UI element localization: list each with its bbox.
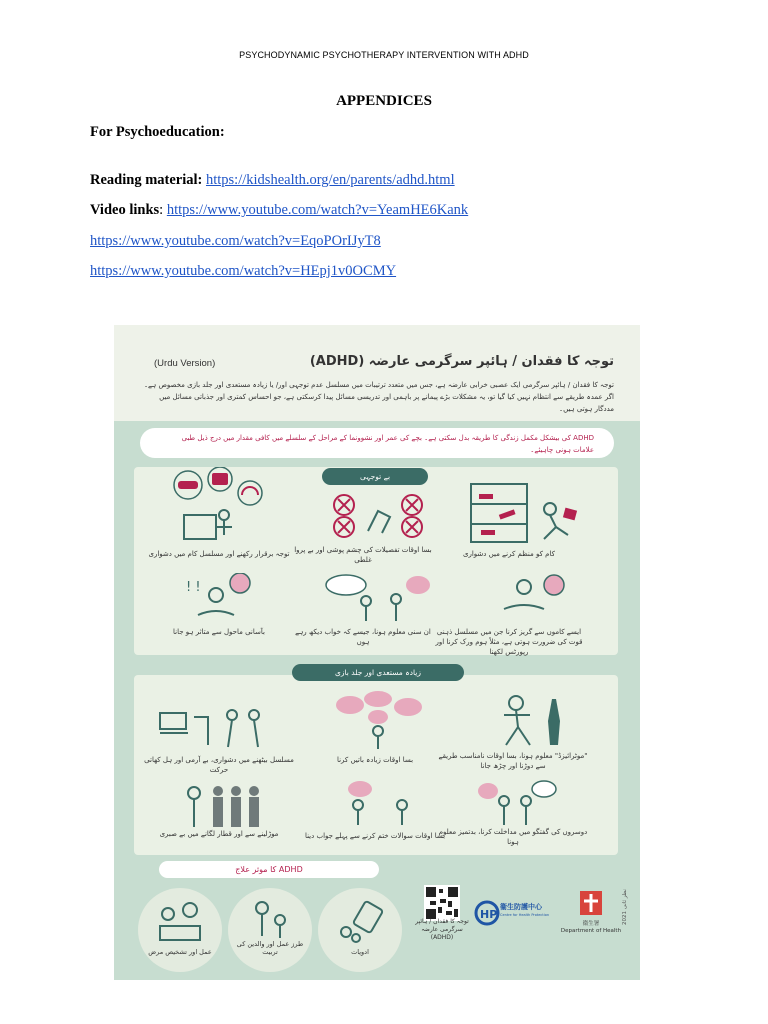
video-links-colon: : [159, 202, 167, 218]
treatment-parent-training-label: طرز عمل اور والدین کی تربیت [236, 940, 304, 956]
easily-distracted-icon [184, 573, 264, 623]
medication-icon [318, 896, 402, 948]
for-psychoeducation-line [90, 124, 225, 141]
info-pill: ADHD کی بیشکل مکمل زندگی کا طریقہ بدل سکتی ہے۔ بچے کی عمر اور نشوونما کے مراحل کے سلسلے میں کافی مقدار میں درج ذیل طبی علامات ہونی چاہیئے۔ [140, 428, 614, 458]
infographic-intro: توجہ کا فقدان / ہائپر سرگرمی ایک عصبی خرابی عارضہ ہے، جس میں متعدد ترتیبات میں مسلسل عدم توجہی اور/ یا زیادہ مستعدی اور جلد بازی مخصوص ہے۔ اگر عمدہ طریقے سے انتظام نہیں کیا گیا تو، یہ مشکلات بڑے پیمانے پر باہمی اور تدریسی مسائل پیدا کرسکتی ہے، جو احساس کمتری اور جذباتی مسائل میں مددگار ہوتی ہیں۔ [143, 381, 614, 413]
avoid-homework-icon [494, 573, 574, 621]
page-title: APPENDICES [336, 93, 432, 109]
video-link-3[interactable]: https://www.youtube.com/watch?v=HEpj1v0OCMY [90, 263, 397, 279]
caption-careless-mistakes: بسا اوقات تفصیلات کی چشم پوشی اور بے پروا غلطی [294, 546, 432, 564]
chp-emblem-icon [474, 900, 500, 926]
consultation-icon [138, 896, 222, 948]
video-link-1[interactable]: https://www.youtube.com/watch?v=YeamHE6Kank [166, 202, 469, 218]
waiting-in-line-icon [184, 783, 264, 829]
reading-material-line [90, 172, 455, 189]
doh-name: 衞生署 [582, 921, 600, 927]
infographic-title: توجہ کا فقدان / ہائپر سرگرمی عارضہ (ADHD) [309, 354, 614, 369]
caption-not-listening: ان سنی معلوم ہونا، جیسے کہ خواب دیکھ رہے ہوں [295, 628, 431, 646]
reading-material-label: Reading material: [90, 172, 203, 188]
doh-emblem-icon [580, 891, 602, 915]
caption-avoid-mental-effort: ایسے کاموں سے گریز کرنا جن میں مسلسل ذہنی قوت کی ضرورت ہوتی ہے، مثلاً ہوم ورک کرنا اور رپورٹس لکھنا [435, 628, 583, 656]
qr-caption: توجہ کا فقدان / ہائپر سرگرمی عارضہ (ADHD) [415, 918, 469, 941]
for-psychoeducation-label: For Psychoeducation: [90, 124, 225, 140]
revision-note: 2021 نظر ثانی [622, 889, 628, 925]
treatment-diagnosis [138, 888, 222, 972]
chp-name: 衞生防護中心 [500, 903, 542, 911]
doh-label [560, 921, 622, 935]
caption-sustaining-attention: توجہ برقرار رکھنے اور مسلسل کام میں دشواری [148, 550, 290, 558]
doh-subtitle: Department of Health [560, 928, 622, 934]
person-falling-icon [534, 495, 584, 545]
treatment-parent-training [228, 888, 312, 972]
treatment-diagnosis-label: عمل اور تشخیص مرض [148, 948, 212, 956]
blurting-answers-icon [340, 779, 420, 827]
video-links-label: Video links [90, 202, 160, 218]
caption-motorized: "موٹرائیزڈ" معلوم ہونا، بسا اوقات نامناسب طریقے سے دوڑنا اور چڑھ جانا [438, 752, 588, 770]
svg-text:! !: ! ! [186, 580, 201, 595]
daydreaming-icon [322, 573, 432, 623]
caption-easily-distracted: بآسانی ماحول سے متاثر ہو جانا [173, 628, 265, 636]
treatment-heading: ADHD کا موثر علاج [159, 861, 379, 878]
running-climbing-icon [494, 691, 574, 747]
disorganized-shelf-icon [469, 482, 529, 546]
caption-fidgeting: مسلسل بیٹھنے میں دشواری، بے آرمی اور ہل کھاتی حرکت [144, 756, 294, 774]
caption-impatience: موڑلینے سے اور قطار لگانے میں بے صبری [159, 830, 279, 838]
caption-organizing-difficulty: کام کو منظم کرنے میں دشواری [463, 550, 555, 558]
qr-code-icon[interactable] [424, 885, 460, 921]
caption-interrupting: دوسروں کی گفتگو میں مداخلت کرنا، بدتمیز معلوم ہونا [438, 828, 588, 846]
video-link-2[interactable]: https://www.youtube.com/watch?v=EqoPOrIJyT8 [90, 233, 381, 249]
reading-material-link[interactable]: https://kidshealth.org/en/parents/adhd.html [205, 172, 455, 188]
svg-text:HP: HP [480, 908, 498, 921]
chp-logo [474, 900, 550, 926]
interrupting-icon [474, 779, 560, 827]
distracted-at-desk-icon [166, 467, 276, 543]
mistakes-crosses-icon [324, 493, 434, 539]
adhd-infographic [114, 325, 640, 980]
caption-talking-excessively: بسا اوقات زیادہ باتیں کرنا [336, 756, 414, 764]
caption-blurting: بسا اوقات سوالات ختم کرنے سے پہلے جواب دینا [304, 832, 446, 840]
treatment-medication-label: ادویات [351, 948, 369, 956]
treatment-medication [318, 888, 402, 972]
video-links-line [90, 202, 468, 219]
running-header: PSYCHODYNAMIC PSYCHOTHERAPY INTERVENTION WITH ADHD [239, 50, 529, 60]
chp-subtitle: Centre for Health Protection [500, 913, 550, 917]
talking-excessively-icon [332, 691, 426, 751]
urdu-version-label: (Urdu Version) [154, 358, 216, 369]
hyperactivity-heading: زیادہ مستعدی اور جلد بازی [292, 664, 464, 681]
inattention-heading: بے توجہی [322, 468, 428, 485]
fidgeting-icon [158, 703, 268, 753]
